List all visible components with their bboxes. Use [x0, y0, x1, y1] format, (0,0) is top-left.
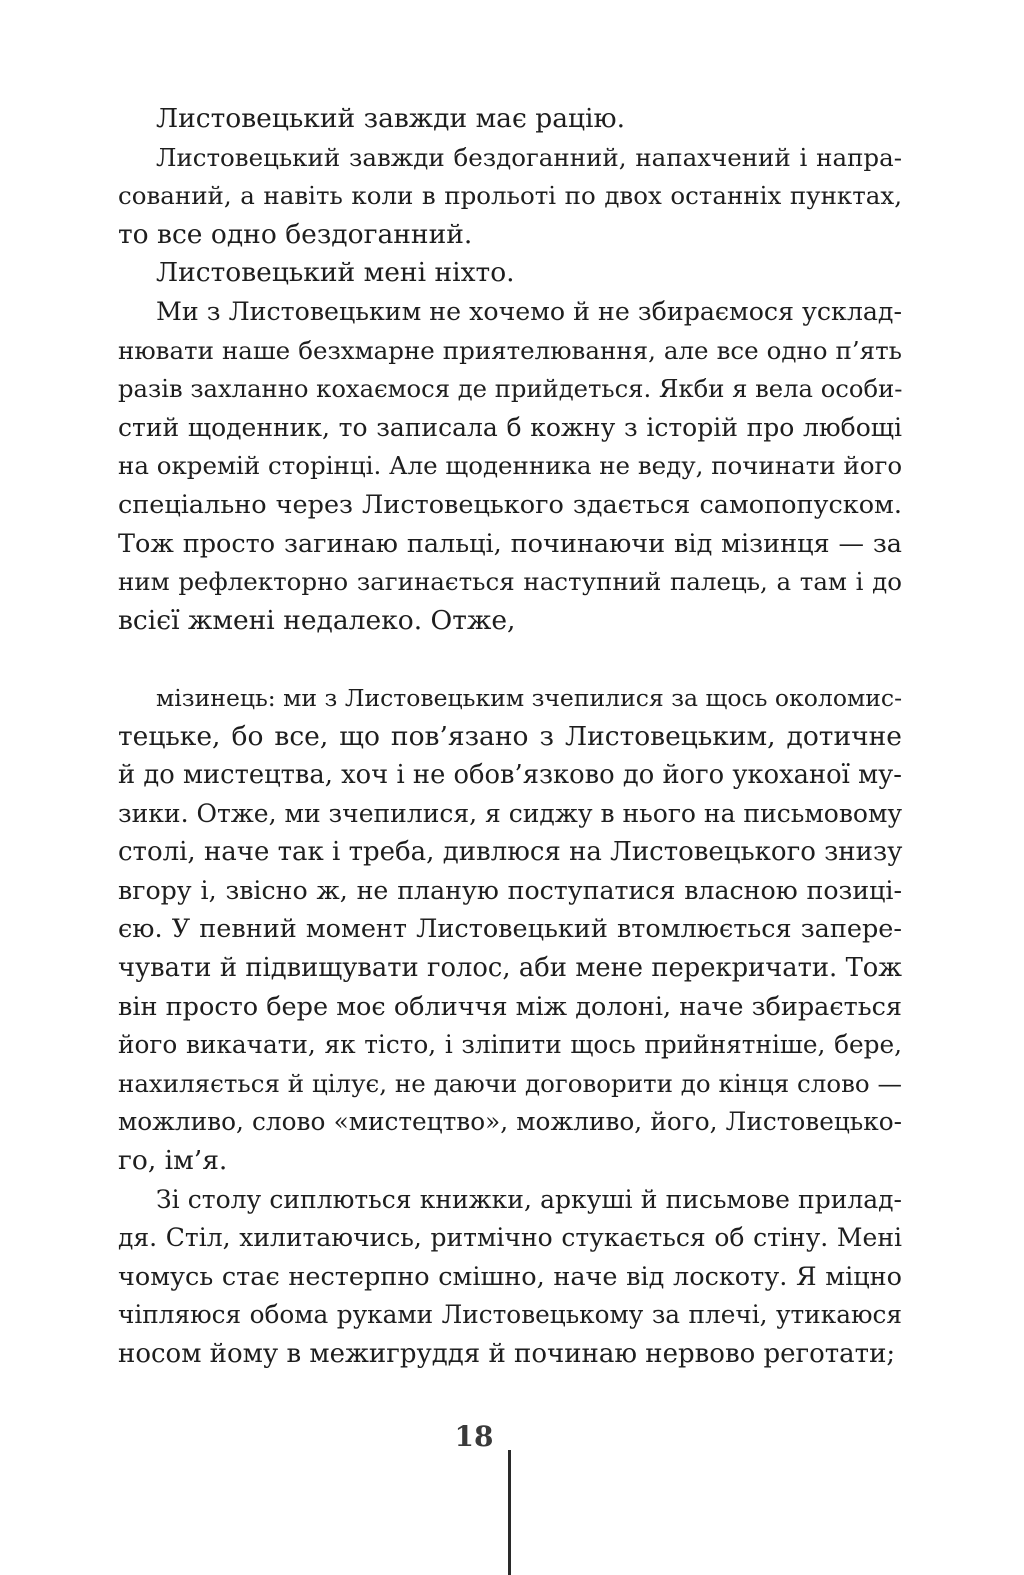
- text-line: Листовецький мені ніхто.: [156, 257, 515, 289]
- text-line: разів захланно кохаємося де прийдеться. Якби я вела особи-: [118, 374, 903, 404]
- page-number: 18: [454, 1420, 494, 1453]
- text-line: мізинець: ми з Листовецьким зчепилися за щось околомис-: [156, 683, 903, 712]
- text-line: вгору і, звісно ж, не планую поступатися власною позиці-: [118, 875, 902, 905]
- text-line: всієї жмені недалеко. Отже,: [118, 604, 516, 636]
- text-line: Зі столу сиплються книжки, аркуші й письмове прилад-: [156, 1184, 902, 1214]
- text-line: то все одно бездоганний.: [118, 218, 473, 250]
- text-line: го, ім’я.: [118, 1145, 228, 1177]
- text-line: він просто бере моє обличчя між долоні, наче збирається: [118, 991, 902, 1022]
- text-line: дя. Стіл, хилитаючись, ритмічно стукається об стіну. Мені: [118, 1223, 902, 1253]
- text-line: єю. У певний момент Листовецький втомлюється запере-: [118, 914, 902, 945]
- text-line: чувати й підвищувати голос, аби мене перекричати. Тож: [118, 953, 902, 984]
- text-line: Листовецький завжди має рацію.: [156, 103, 626, 134]
- body-text: [118, 100, 902, 1374]
- footer-divider: [508, 1450, 511, 1575]
- text-line: можливо, слово «мистецтво», можливо, його, Листовецько-: [118, 1107, 902, 1137]
- text-line: сований, а навіть коли в прольоті по двох останніх пунктах,: [118, 181, 902, 211]
- text-line: його викачати, як тісто, і зліпити щось прийнятніше, бере,: [118, 1030, 902, 1060]
- text-line: зики. Отже, ми зчепилися, я сиджу в нього на письмовому: [118, 798, 903, 828]
- text-line: носом йому в межигруддя й починаю нервово реготати;: [118, 1339, 896, 1369]
- text-line: Тож просто загинаю пальці, починаючи від мізинця — за: [118, 528, 902, 559]
- text-line: ним рефлекторно загинається наступний палець, а там і до: [118, 567, 902, 597]
- text-line: Ми з Листовецьким не хочемо й не збираємося усклад-: [156, 296, 902, 326]
- text-line: Листовецький завжди бездоганний, напахчений і напра-: [156, 142, 902, 172]
- section-break: [118, 640, 902, 679]
- text-line: стий щоденник, то записала б кожну з історій про любощі: [118, 412, 902, 442]
- text-line: тецьке, бо все, що пов’язано з Листовецьким, дотичне: [118, 720, 902, 752]
- text-line: нахиляється й цілує, не даючи договорити до кінця слово —: [118, 1068, 902, 1098]
- text-line: на окремій сторінці. Але щоденника не веду, починати його: [118, 451, 903, 481]
- text-line: й до мистецтва, хоч і не обов’язково до його укоханої му-: [118, 760, 902, 791]
- text-line: спеціально через Листовецького здається самопопуском.: [118, 489, 902, 520]
- text-line: столі, наче так і треба, дивлюся на Листовецького знизу: [118, 837, 903, 868]
- text-line: чіпляюся обома руками Листовецькому за плечі, утикаюся: [118, 1300, 902, 1330]
- text-line: чомусь стає нестерпно смішно, наче від лоскоту. Я міцно: [118, 1261, 902, 1292]
- text-line: нювати наше безхмарне приятелювання, але все одно п’ять: [118, 335, 902, 365]
